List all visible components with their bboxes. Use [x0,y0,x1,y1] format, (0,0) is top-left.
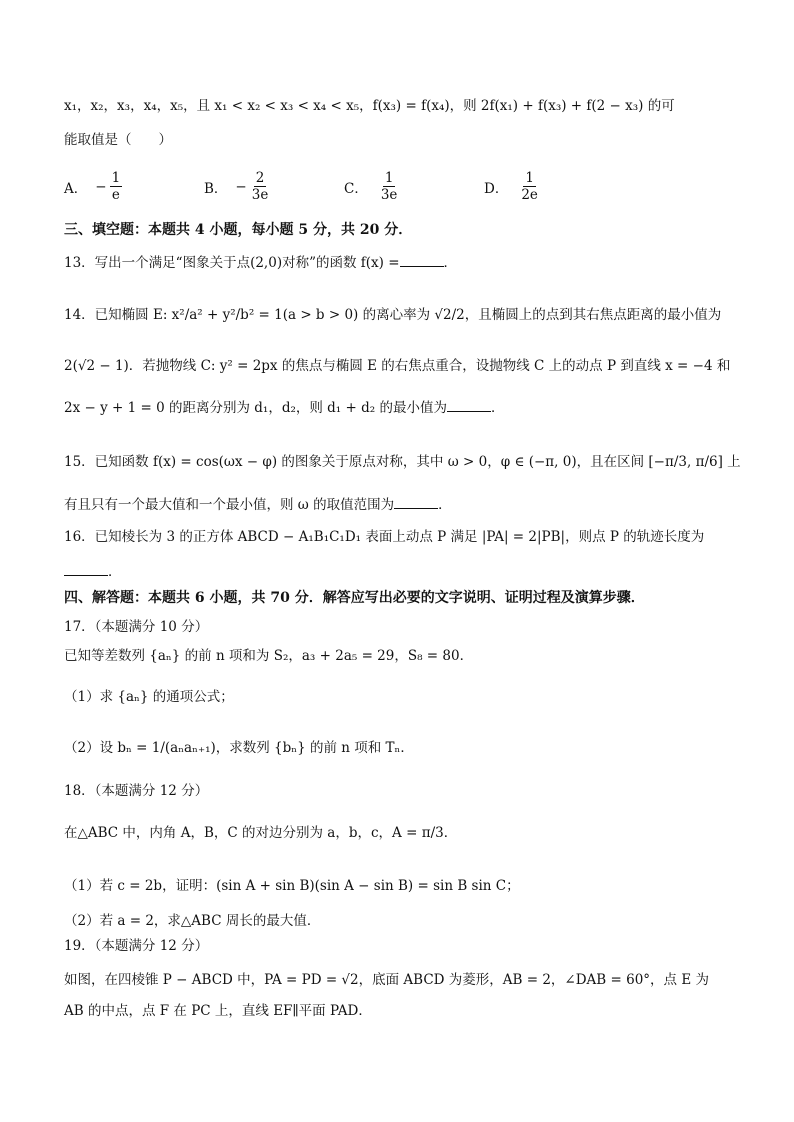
q17-head: 17．（本题满分 10 分） [64,619,209,635]
q12-line1: x₁，x₂，x₃，x₄，x₅，且 x₁ < x₂ < x₃ < x₄ < x₅，f(x₃) = f(x₄)，则 2f(x₁) + f(x₃) + f(2 − x₃) 的可 [64,98,675,114]
choice-b-den: 3e [251,187,269,203]
q14-answer-blank [447,399,491,412]
q15-line1: 15．已知函数 f(x) = cos(ωx − φ) 的图象关于原点对称，其中 ω > 0，φ ∈ (−π, 0)，且在区间 [−π/3, π/6] 上 [64,454,741,470]
choice-d-fraction [519,170,540,203]
q17-part1: （1）求 {aₙ} 的通项公式； [64,689,234,705]
q17-part2: （2）设 bₙ = 1/(aₙaₙ₊₁)，求数列 {bₙ} 的前 n 项和 Tₙ． [64,740,414,756]
q19-line2: AB 的中点，点 F 在 PC 上，直线 EF∥平面 PAD． [64,1003,372,1019]
choice-c-num: 1 [384,170,394,186]
choice-a-label: A． [64,180,88,197]
choice-d-label: D． [484,180,509,197]
q13-line: 13．写出一个满足“图象关于点(2,0)对称”的函数 f(x) = ． [64,255,458,271]
q12-choices [64,170,724,210]
section3-title: 三、填空题：本题共 4 小题，每小题 5 分，共 20 分． [64,222,413,238]
choice-b-num: 2 [255,170,265,186]
choice-b-fraction [250,170,271,203]
choice-a-num: 1 [111,170,121,186]
q16-line2: ． [64,562,730,582]
choice-a-den: e [111,187,120,203]
choice-a-sign: − [95,178,107,195]
q12-line2: 能取值是（ ） [64,132,172,148]
q15-line2: 有且只有一个最大值和一个最小值，则 ω 的取值范围为 ． [64,497,452,513]
q19-line1: 如图，在四棱锥 P − ABCD 中，PA = PD = √2，底面 ABCD 为菱形，AB = 2，∠DAB = 60°，点 E 为 [64,972,709,988]
choice-a [64,170,122,203]
q19-head: 19．（本题满分 12 分） [64,938,209,954]
choice-b-sign: − [235,178,247,195]
choice-c [344,170,399,203]
choice-d-num: 1 [525,170,534,186]
q14-line2: 2(√2 − 1)．若抛物线 C: y² = 2px 的焦点与椭圆 E 的右焦点重合，设抛物线 C 上的动点 P 到直线 x = −4 和 [64,358,731,374]
q18-part2: （2）若 a = 2，求△ABC 周长的最大值． [64,913,321,929]
choice-c-den: 3e [380,187,398,203]
choice-b-label: B． [204,180,228,197]
choice-c-fraction [379,170,400,203]
q14-line3-text: 2x − y + 1 = 0 的距离分别为 d₁，d₂，则 d₁ + d₂ 的最小值为 [64,400,447,416]
q18-head: 18．（本题满分 12 分） [64,783,209,799]
choice-d-den: 2e [521,187,538,203]
choice-c-label: C． [344,180,368,197]
choice-d [484,170,540,203]
q17-stem: 已知等差数列 {aₙ} 的前 n 项和为 S₂，a₃ + 2a₅ = 29，S₈ = 80． [64,648,474,664]
q16-line1: 16．已知棱长为 3 的正方体 ABCD − A₁B₁C₁D₁ 表面上动点 P 满足 |PA| = 2|PB|，则点 P 的轨迹长度为 [64,529,705,545]
section4-title: 四、解答题：本题共 6 小题，共 70 分．解答应写出必要的文字说明、证明过程及演算步骤． [64,590,645,606]
q15-line2-text: 有且只有一个最大值和一个最小值，则 ω 的取值范围为 [64,497,395,513]
choice-a-fraction [110,170,123,203]
q13-answer-blank [400,254,444,267]
q18-part1: （1）若 c = 2b，证明：(sin A + sin B)(sin A − sin B) = sin B sin C； [64,878,520,894]
q15-answer-blank [394,496,438,509]
q13-text: 13．写出一个满足“图象关于点(2,0)对称”的函数 f(x) = [64,255,400,271]
q14-line1: 14．已知椭圆 E: x²/a² + y²/b² = 1(a > b > 0) 的离心率为 √2/2，且椭圆上的点到其右焦点距离的最小值为 [64,307,722,323]
q16-answer-blank [64,563,108,576]
choice-b [204,170,270,203]
q14-line3: 2x − y + 1 = 0 的距离分别为 d₁，d₂，则 d₁ + d₂ 的最小值为 ． [64,400,505,416]
q18-stem: 在△ABC 中，内角 A，B，C 的对边分别为 a，b，c，A = π/3． [64,825,458,841]
